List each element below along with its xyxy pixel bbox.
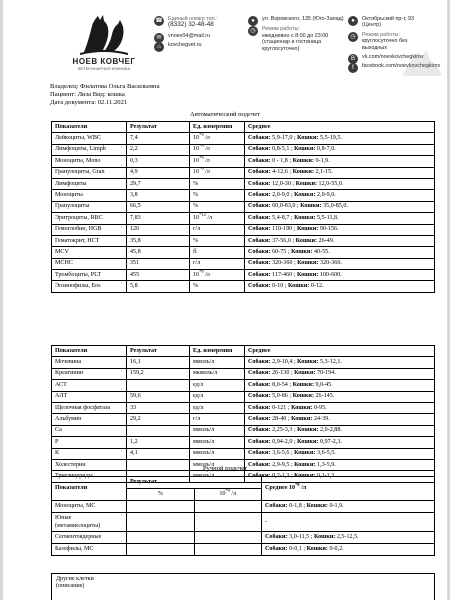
bio-row — [52, 368, 435, 379]
bio-cell-unit: ед/л — [190, 380, 245, 391]
auto-row — [52, 235, 435, 246]
auto-row — [52, 156, 435, 167]
bio-cell-name: Триглицериды — [52, 471, 127, 482]
watermark-logo-icon — [398, 48, 444, 78]
bio-table — [51, 345, 435, 483]
auto-row — [52, 144, 435, 155]
manual-cell-norm: - — [262, 513, 435, 532]
auto-row — [52, 201, 435, 212]
branch1-address-block — [248, 16, 344, 22]
bio-cell-unit: г/л — [190, 414, 245, 425]
manual-cell-name — [52, 501, 127, 513]
location-icon: ● — [348, 16, 358, 26]
auto-cell-name: Гранулоциты — [52, 201, 127, 212]
auto-cell-name: Лимфоциты — [52, 178, 127, 189]
auto-cell-value: 126 — [127, 224, 190, 235]
auto-cell-value: 7,4 — [127, 133, 190, 144]
facebook-link: facebook.com/noevkovchegkirov — [362, 63, 441, 70]
auto-cell-unit: % — [190, 190, 245, 201]
auto-cell-unit: % — [190, 235, 245, 246]
auto-cell-unit: 10$^{*9}$ /л — [190, 167, 245, 178]
auto-cell-unit: 10$^{*9}$ /л — [190, 144, 245, 155]
date-line: Дата документа: 02.11.2021 — [50, 99, 128, 107]
col-header-unit: Ед. измерения — [190, 122, 245, 133]
bio-cell-unit: ммоль/л — [190, 357, 245, 368]
web-icon: ⌂ — [154, 42, 164, 52]
bio-row — [52, 380, 435, 391]
auto-cell-value: 3,8 — [127, 190, 190, 201]
clinic-logo — [58, 12, 150, 76]
branch1-hours-note1: (стационар и гостиница — [262, 39, 322, 46]
auto-cell-name: Тромбоциты, PLT — [52, 270, 127, 281]
auto-row — [52, 213, 435, 224]
manual-cell-pct — [127, 544, 195, 556]
other-cells-label — [56, 576, 128, 590]
bio-cell-value: 4,1 — [127, 448, 190, 459]
auto-cell-value: 35,8 — [127, 235, 190, 246]
branch2-address: Октябрьский пр-т, 93 (Центр) — [362, 16, 415, 29]
auto-cell-norm: Собаки: 320-360 ; Кошки: 320-360. — [245, 258, 435, 269]
col-header-name: Показатели — [52, 122, 127, 133]
branch1-column — [248, 16, 344, 55]
auto-cell-name: Эозинофилы, Eos — [52, 281, 127, 292]
bio-cell-norm: Собаки: 28-40 ; Кошки: 24-39. — [245, 414, 435, 425]
auto-row — [52, 247, 435, 258]
branch1-hours-block — [248, 26, 344, 52]
manual-cell-norm: Собаки: 0-1,8 ; Кошки: 0-1,9. — [262, 501, 435, 513]
branch1-address: ул. Воровского, 135 (Юго-Запад) — [262, 16, 344, 22]
auto-cell-name: Моноциты, Mono — [52, 156, 127, 167]
manual-cell-pct — [127, 501, 195, 513]
dog-cat-logo-icon — [78, 12, 130, 56]
auto-cell-name: MCHC — [52, 258, 127, 269]
bio-cell-norm: Собаки: 8,0-54 ; Кошки: 9,0-45. — [245, 380, 435, 391]
auto-cell-norm: Собаки: 37-56,0 ; Кошки: 26-49. — [245, 235, 435, 246]
auto-cell-unit: % — [190, 281, 245, 292]
bio-cell-norm: Собаки: 0,94-2,0 ; Кошки: 0,97-2,3. — [245, 437, 435, 448]
bio-cell-norm: Собаки: 26-130 ; Кошки: 70-194. — [245, 368, 435, 379]
manual-cell-pct — [127, 532, 195, 544]
manual-header-row — [52, 477, 435, 489]
auto-section-title: Автоматический подсчет — [189, 111, 261, 118]
vk-icon: В — [348, 54, 358, 64]
phone-label: Единый номер тел.: — [168, 16, 218, 22]
manual-header-pct: % — [127, 489, 195, 501]
phone-number: (8332) 32-48-48 — [168, 21, 214, 29]
bio-cell-name: Са — [52, 425, 127, 436]
manual-name-text: Базофилы, МС — [55, 546, 94, 552]
bio-cell-value: 59,6 — [127, 391, 190, 402]
manual-header-norm — [262, 477, 435, 501]
bio-cell-name: АЛТ — [52, 391, 127, 402]
bio-cell-value: 1,2 — [127, 437, 190, 448]
manual-cell-abs — [194, 501, 262, 513]
auto-cell-unit: г/л — [190, 224, 245, 235]
vk-link: vk.com/noevkovchegkirov — [362, 54, 424, 61]
patient-line: Пациент: Лиза Вид: кошка — [50, 91, 125, 99]
auto-cell-norm: Собаки: 12,0-30 ; Кошки: 12,0-55,0. — [245, 178, 435, 189]
auto-cell-norm: Собаки: 5,4-8,7 ; Кошки: 5,5-11,8. — [245, 213, 435, 224]
branch1-hours-label: Режим работы: — [262, 26, 300, 33]
auto-cell-unit: % — [190, 178, 245, 189]
col-header-name: Показатели — [52, 346, 127, 357]
auto-row — [52, 167, 435, 178]
bio-cell-norm: Собаки: 2,9-9,5 ; Кошки: 1,3-5,9. — [245, 459, 435, 470]
bio-cell-norm: Собаки: 0,2-1,3 ; Кошки: 0,1-1,3. — [245, 471, 435, 482]
bio-row — [52, 448, 435, 459]
manual-name-subtext: (метамиелоциты) — [55, 523, 101, 529]
manual-table — [51, 476, 435, 556]
bio-row — [52, 391, 435, 402]
auto-cell-value: 351 — [127, 258, 190, 269]
auto-row — [52, 178, 435, 189]
auto-row — [52, 224, 435, 235]
phone-icon: ☎ — [155, 18, 163, 24]
bio-cell-value — [127, 380, 190, 391]
manual-norm-header-text: Среднее 10$^{*9}$ /л — [265, 481, 307, 491]
bio-cell-name: АСТ — [52, 380, 127, 391]
bio-cell-unit: ммоль/л — [190, 471, 245, 482]
branch2-address-block — [348, 16, 430, 29]
email-icon: ✉ — [154, 33, 164, 43]
bio-row — [52, 425, 435, 436]
bio-row — [52, 402, 435, 413]
bio-cell-value: 29,2 — [127, 414, 190, 425]
bio-cell-norm: Собаки: 2,25-3,3 ; Кошки: 2,0-2,88. — [245, 425, 435, 436]
bio-row — [52, 414, 435, 425]
manual-cell-abs — [194, 532, 262, 544]
logo-subtitle: ВЕТЕРИНАРНАЯ КЛИНИКА — [77, 66, 131, 71]
manual-header-name: Показатели — [52, 477, 127, 501]
auto-cell-norm: Собаки: 0-10 ; Кошки: 0-12. — [245, 281, 435, 292]
bio-cell-name: Р — [52, 437, 127, 448]
owner-line: Владелец: Филатова Ольга Васильевна — [50, 83, 160, 90]
auto-cell-name: Моноциты — [52, 190, 127, 201]
email-text: vnoev04@mail.ru — [168, 32, 211, 39]
clock-icon: ◷ — [348, 32, 358, 42]
manual-header-result: Результат — [127, 477, 262, 489]
auto-cell-value: 4,9 — [127, 167, 190, 178]
auto-cell-norm: Собаки: 110-190 ; Кошки: 90-156. — [245, 224, 435, 235]
manual-name-text: Юные — [55, 515, 72, 521]
auto-cell-unit: % — [190, 201, 245, 212]
manual-cell-pct — [127, 513, 195, 532]
site-block — [154, 42, 246, 51]
manual-row — [52, 544, 435, 556]
other-cells-title: Другие клетки — [56, 576, 94, 582]
branch1-hours-note2: круглосуточно) — [262, 45, 300, 52]
auto-cell-norm: Собаки: 4-12,6 ; Кошки: 2,1-15. — [245, 167, 435, 178]
auto-cell-norm: Собаки: 2,0-9,0 ; Кошки: 2,0-9,0. — [245, 190, 435, 201]
branch1-hours: ежедневно с 8:00 до 23:00 — [262, 32, 329, 39]
page-edge-left — [0, 0, 3, 600]
bio-header-row — [52, 346, 435, 357]
manual-cell-abs — [194, 513, 262, 532]
auto-cell-name: Гранулоциты, Gran — [52, 167, 127, 178]
bio-cell-unit: ед/л — [190, 391, 245, 402]
auto-cell-unit: 10$^{*9}$ /л — [190, 270, 245, 281]
manual-name-text: Сегментоядерные — [55, 534, 102, 540]
manual-row — [52, 501, 435, 513]
auto-row — [52, 270, 435, 281]
bio-cell-value — [127, 425, 190, 436]
bio-cell-name: Холестерин — [52, 459, 127, 470]
bio-cell-name: Щелочная фосфатаза — [52, 402, 127, 413]
auto-cell-norm: Собаки: 0,8-5,1 ; Кошки: 0,8-7,0. — [245, 144, 435, 155]
other-cells-box — [51, 573, 435, 600]
manual-row — [52, 513, 435, 532]
auto-cell-value: 0,3 — [127, 156, 190, 167]
contacts-column — [154, 16, 246, 52]
manual-cell-norm: Собаки: 3,0-11,5 ; Кошки: 2,5-12,5. — [262, 532, 435, 544]
manual-row — [52, 532, 435, 544]
bio-cell-unit: мкмоль/л — [190, 368, 245, 379]
auto-cell-norm: Собаки: 0 - 1,8 ; Кошки: 0-1,9. — [245, 156, 435, 167]
auto-cell-unit: fl — [190, 247, 245, 258]
auto-cell-name: Гематокрит, HCT — [52, 235, 127, 246]
manual-cell-norm: Собаки: 0-0,1 ; Кошки: 0-0,2. — [262, 544, 435, 556]
auto-header-row — [52, 122, 435, 133]
manual-cell-name — [52, 513, 127, 532]
auto-cell-name: Лимфоциты, Limph — [52, 144, 127, 155]
auto-cell-unit: 10$^{*9}$ /л — [190, 133, 245, 144]
bio-cell-unit: ммоль/л — [190, 459, 245, 470]
auto-row — [52, 133, 435, 144]
bio-cell-name: К — [52, 448, 127, 459]
bio-cell-value: 16,1 — [127, 357, 190, 368]
auto-cell-name: Лейкоциты, WBC — [52, 133, 127, 144]
document-meta — [50, 83, 160, 108]
bio-row — [52, 437, 435, 448]
auto-cell-unit: г/л — [190, 258, 245, 269]
bio-cell-norm: Собаки: 2,9-10,4 ; Кошки: 5,3-12,1. — [245, 357, 435, 368]
auto-cell-norm: Собаки: 5,9-17,0 ; Кошки: 5,5-19,5. — [245, 133, 435, 144]
auto-cell-value: 29,7 — [127, 178, 190, 189]
manual-name-text: Моноциты, МС — [55, 503, 96, 509]
branch2-hours: круглосуточно без выходных — [362, 38, 408, 51]
auto-cell-value: 455 — [127, 270, 190, 281]
auto-cell-name: MCV — [52, 247, 127, 258]
bio-cell-name: Мочевина — [52, 357, 127, 368]
auto-cell-value: 2,2 — [127, 144, 190, 155]
auto-cell-unit: 10$^{*9}$ /л — [190, 156, 245, 167]
auto-row — [52, 258, 435, 269]
auto-cell-norm: Собаки: 60-75 ; Кошки: 40-55. — [245, 247, 435, 258]
logo-name: НОЕВ КОВЧЕГ — [72, 57, 136, 66]
manual-cell-name — [52, 544, 127, 556]
auto-row — [52, 281, 435, 292]
clinic-header — [36, 8, 441, 78]
auto-cell-norm: Собаки: 117-460 ; Кошки: 100-600. — [245, 270, 435, 281]
bio-cell-value: 33 — [127, 402, 190, 413]
auto-cell-unit: 10$^{*12}$ /л — [190, 213, 245, 224]
auto-cell-name: Эритроциты, RBC — [52, 213, 127, 224]
bio-cell-unit: ммоль/л — [190, 448, 245, 459]
col-header-result: Результат — [127, 122, 190, 133]
col-header-norm: Среднее — [245, 122, 435, 133]
manual-cell-name — [52, 532, 127, 544]
col-header-unit: Ед. измерения — [190, 346, 245, 357]
bio-cell-norm: Собаки: 5,0-86 ; Кошки: 26-145. — [245, 391, 435, 402]
facebook-icon: f — [348, 63, 358, 73]
bio-cell-name: Альбумин — [52, 414, 127, 425]
bio-cell-name: Креатинин — [52, 368, 127, 379]
auto-table — [51, 121, 435, 293]
phone-block — [154, 16, 246, 29]
other-cells-subtitle: (описание) — [56, 583, 85, 589]
bio-cell-unit: ммоль/л — [190, 425, 245, 436]
bio-cell-norm: Собаки: 3,6-5,6 ; Кошки: 3,6-5,5. — [245, 448, 435, 459]
auto-cell-value: 7,83 — [127, 213, 190, 224]
col-header-result: Результат — [127, 346, 190, 357]
bio-row — [52, 357, 435, 368]
auto-cell-norm: Собаки: 60,0-83,0 ; Кошки: 35,0-85,0. — [245, 201, 435, 212]
site-text: kovchegvet.ru — [168, 42, 202, 49]
email-block — [154, 33, 246, 39]
location-icon: ● — [248, 16, 258, 26]
manual-section-title: Ручной подсчет — [202, 465, 248, 472]
auto-cell-value: 66,5 — [127, 201, 190, 212]
bio-cell-norm: Собаки: 0-121 ; Кошки: 0-95. — [245, 402, 435, 413]
auto-cell-value: 5,8 — [127, 281, 190, 292]
clock-icon: ◷ — [248, 26, 258, 36]
bio-cell-value: 159,2 — [127, 368, 190, 379]
auto-cell-name: Гемоглобин, HGB — [52, 224, 127, 235]
manual-header-abs: 10$^{*9}$ /л — [194, 489, 262, 501]
col-header-norm: Среднее — [245, 346, 435, 357]
auto-cell-value: 45,8 — [127, 247, 190, 258]
bio-cell-unit: ммоль/л — [190, 437, 245, 448]
bio-cell-unit: ед/л — [190, 402, 245, 413]
auto-row — [52, 190, 435, 201]
branch2-hours-label: Режим работы: — [362, 31, 400, 38]
manual-cell-abs — [194, 544, 262, 556]
